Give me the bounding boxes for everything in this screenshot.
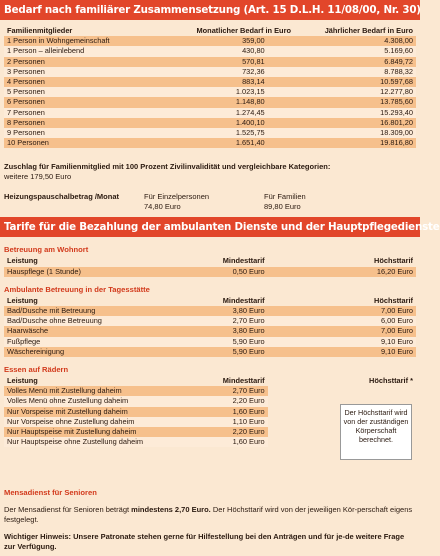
mensa-text-1: Der Mensadienst für Senioren beträgt (4, 505, 132, 514)
cell-members: 1 Person – alleinlebend (4, 46, 194, 56)
cell-mindesttarif: 1,60 Euro (198, 407, 268, 417)
table-row (4, 77, 416, 87)
cell-yearly: 4.308,00 (268, 36, 416, 46)
table-row (4, 306, 416, 316)
mensa-bold: mindestens 2,70 Euro. (131, 505, 211, 514)
cell-yearly: 18.309,00 (268, 128, 416, 138)
tarif-col-header: Höchsttarif (373, 256, 413, 266)
cell-monthly: 1.400,10 (194, 118, 268, 128)
cell-monthly: 1.274,45 (194, 108, 268, 118)
cell-monthly: 883,14 (194, 77, 268, 87)
table-row (4, 108, 416, 118)
heizung-familien (264, 192, 306, 212)
cell-mindesttarif: 5,90 Euro (198, 337, 268, 347)
group-heading: Ambulante Betreuung in der Tagesstätte (4, 284, 150, 294)
col-header-yearly: Jährlicher Bedarf in Euro (324, 26, 413, 35)
cell-leistung: Nur Hauptspeise mit Zustellung daheim (4, 427, 198, 437)
cell-hoechsttarif: 9,10 Euro (268, 347, 416, 357)
cell-leistung: Bad/Dusche ohne Betreuung (4, 316, 198, 326)
cell-yearly: 12.277,80 (268, 87, 416, 97)
cell-members: 10 Personen (4, 138, 194, 148)
cell-members: 9 Personen (4, 128, 194, 138)
hinweis-text: Wichtiger Hinweis: Unsere Patronate stehen gerne für Hilfestellung bei den Anträgen und für je-de weitere Frage zur Verfügung. (4, 532, 405, 551)
cell-yearly: 6.849,72 (268, 57, 416, 67)
zuschlag-value: weitere 179,50 Euro (4, 172, 72, 182)
cell-monthly: 430,80 (194, 46, 268, 56)
cell-monthly: 570,81 (194, 57, 268, 67)
cell-hoechsttarif: 7,00 Euro (268, 326, 416, 336)
table-row (4, 97, 416, 107)
col-header-members: Familienmitglieder (7, 26, 73, 35)
table-row (4, 386, 416, 396)
cell-members: 8 Personen (4, 118, 194, 128)
cell-mindesttarif: 5,90 Euro (198, 347, 268, 357)
cell-leistung: Nur Vorspeise ohne Zustellung daheim (4, 417, 198, 427)
cell-yearly: 15.293,40 (268, 108, 416, 118)
cell-leistung: Volles Menü ohne Zustellung daheim (4, 396, 198, 406)
cell-monthly: 1.023,15 (194, 87, 268, 97)
cell-mindesttarif: 2,20 Euro (198, 427, 268, 437)
heizung-einzel (144, 192, 264, 212)
cell-hoechsttarif: 16,20 Euro (268, 267, 416, 277)
group-heading: Betreuung am Wohnort (4, 245, 89, 255)
tarif-table (4, 296, 416, 357)
bedarf-table (4, 26, 416, 148)
heizung-row (4, 192, 416, 212)
cell-monthly: 359,00 (194, 36, 268, 46)
table-row (4, 326, 416, 336)
cell-monthly: 1.525,75 (194, 128, 268, 138)
cell-leistung: Bad/Dusche mit Betreuung (4, 306, 198, 316)
cell-mindesttarif: 0,50 Euro (198, 267, 268, 277)
cell-members: 5 Personen (4, 87, 194, 97)
bedarf-section (0, 26, 420, 212)
table-row (4, 316, 416, 326)
cell-mindesttarif: 3,80 Euro (198, 306, 268, 316)
cell-hoechsttarif: 9,10 Euro (268, 337, 416, 347)
zuschlag-title: Zuschlag für Familienmitglied mit 100 Prozent Zivilinvalidität und vergleichbare Kategorien: (4, 162, 331, 172)
mensa-heading: Mensadienst für Senioren (4, 488, 97, 497)
cell-leistung: Volles Menü mit Zustellung daheim (4, 386, 198, 396)
heizung-fam-label: Für Familien (264, 192, 306, 202)
cell-hoechsttarif: 7,00 Euro (268, 306, 416, 316)
cell-yearly: 8.788,32 (268, 67, 416, 77)
cell-members: 7 Personen (4, 108, 194, 118)
cell-mindesttarif: 3,80 Euro (198, 326, 268, 336)
cell-yearly: 16.801,20 (268, 118, 416, 128)
table-row (4, 128, 416, 138)
table-row (4, 138, 416, 148)
tarif-col-header: Mindesttarif (222, 256, 265, 266)
cell-mindesttarif: 2,20 Euro (198, 396, 268, 406)
cell-leistung: Nur Hauptspeise ohne Zustellung daheim (4, 437, 198, 447)
cell-members: 2 Personen (4, 57, 194, 67)
cell-monthly: 1.148,80 (194, 97, 268, 107)
cell-leistung: Nur Vorspeise mit Zustellung daheim (4, 407, 198, 417)
heizung-label: Heizungspauschalbetrag /Monat (4, 192, 120, 202)
cell-mindesttarif: 1,10 Euro (198, 417, 268, 427)
heizung-einzel-value: 74,80 Euro (144, 202, 181, 212)
footer-texts (0, 488, 420, 552)
tarif-col-header: Leistung (7, 256, 38, 266)
hoechsttarif-note: Der Höchsttarif wird von der zuständigen Körperschaft berechnet. (340, 404, 412, 460)
table-row (4, 36, 416, 46)
cell-yearly: 19.816,80 (268, 138, 416, 148)
tarif-table (4, 256, 416, 276)
table-row (4, 87, 416, 97)
cell-members: 4 Personen (4, 77, 194, 87)
heizung-fam-value: 89,80 Euro (264, 202, 301, 212)
group-heading: Essen auf Rädern (4, 365, 69, 375)
table-row (4, 347, 416, 357)
tarif-col-header: Höchsttarif (373, 295, 413, 305)
cell-leistung: Hauspflege (1 Stunde) (4, 267, 198, 277)
heizung-einzel-label: Für Einzelpersonen (144, 192, 210, 202)
tarif-col-header: Höchsttarif * (369, 376, 413, 386)
mensa-text (4, 505, 416, 525)
cell-hoechsttarif: 6,00 Euro (268, 316, 416, 326)
cell-mindesttarif: 2,70 Euro (198, 316, 268, 326)
cell-yearly: 5.169,60 (268, 46, 416, 56)
cell-monthly: 1.651,40 (194, 138, 268, 148)
table-row (4, 118, 416, 128)
section2-title: Tarife für die Bezahlung der ambulanten Dienste und der Hauptpflegedienste (0, 217, 420, 237)
table-row (4, 267, 416, 277)
tarif-col-header: Mindesttarif (222, 295, 265, 305)
table-row (4, 57, 416, 67)
cell-members: 6 Personen (4, 97, 194, 107)
cell-leistung: Fußpflege (4, 337, 198, 347)
table-row (4, 337, 416, 347)
cell-monthly: 732,36 (194, 67, 268, 77)
table-row (4, 67, 416, 77)
col-header-monthly: Monatlicher Bedarf in Euro (196, 26, 291, 35)
cell-leistung: Haarwäsche (4, 326, 198, 336)
table-row (4, 46, 416, 56)
cell-leistung: Wäschereinigung (4, 347, 198, 357)
cell-members: 3 Personen (4, 67, 194, 77)
tarif-col-header: Leistung (7, 295, 38, 305)
section1-title: Bedarf nach familiärer Zusammensetzung (Art. 15 D.L.H. 11/08/00, Nr. 30) (0, 0, 420, 20)
cell-hoechsttarif (268, 386, 416, 396)
cell-mindesttarif: 2,70 Euro (198, 386, 268, 396)
cell-mindesttarif: 1,60 Euro (198, 437, 268, 447)
cell-yearly: 10.597,68 (268, 77, 416, 87)
mensa-text-2: Der Höchsttarif wird von der jeweiligen Kör-perschaft eigens festgelegt. (4, 505, 413, 524)
tarif-col-header: Leistung (7, 376, 38, 386)
tarif-col-header: Mindesttarif (222, 376, 265, 386)
cell-yearly: 13.785,60 (268, 97, 416, 107)
cell-members: 1 Person in Wohngemeinschaft (4, 36, 194, 46)
